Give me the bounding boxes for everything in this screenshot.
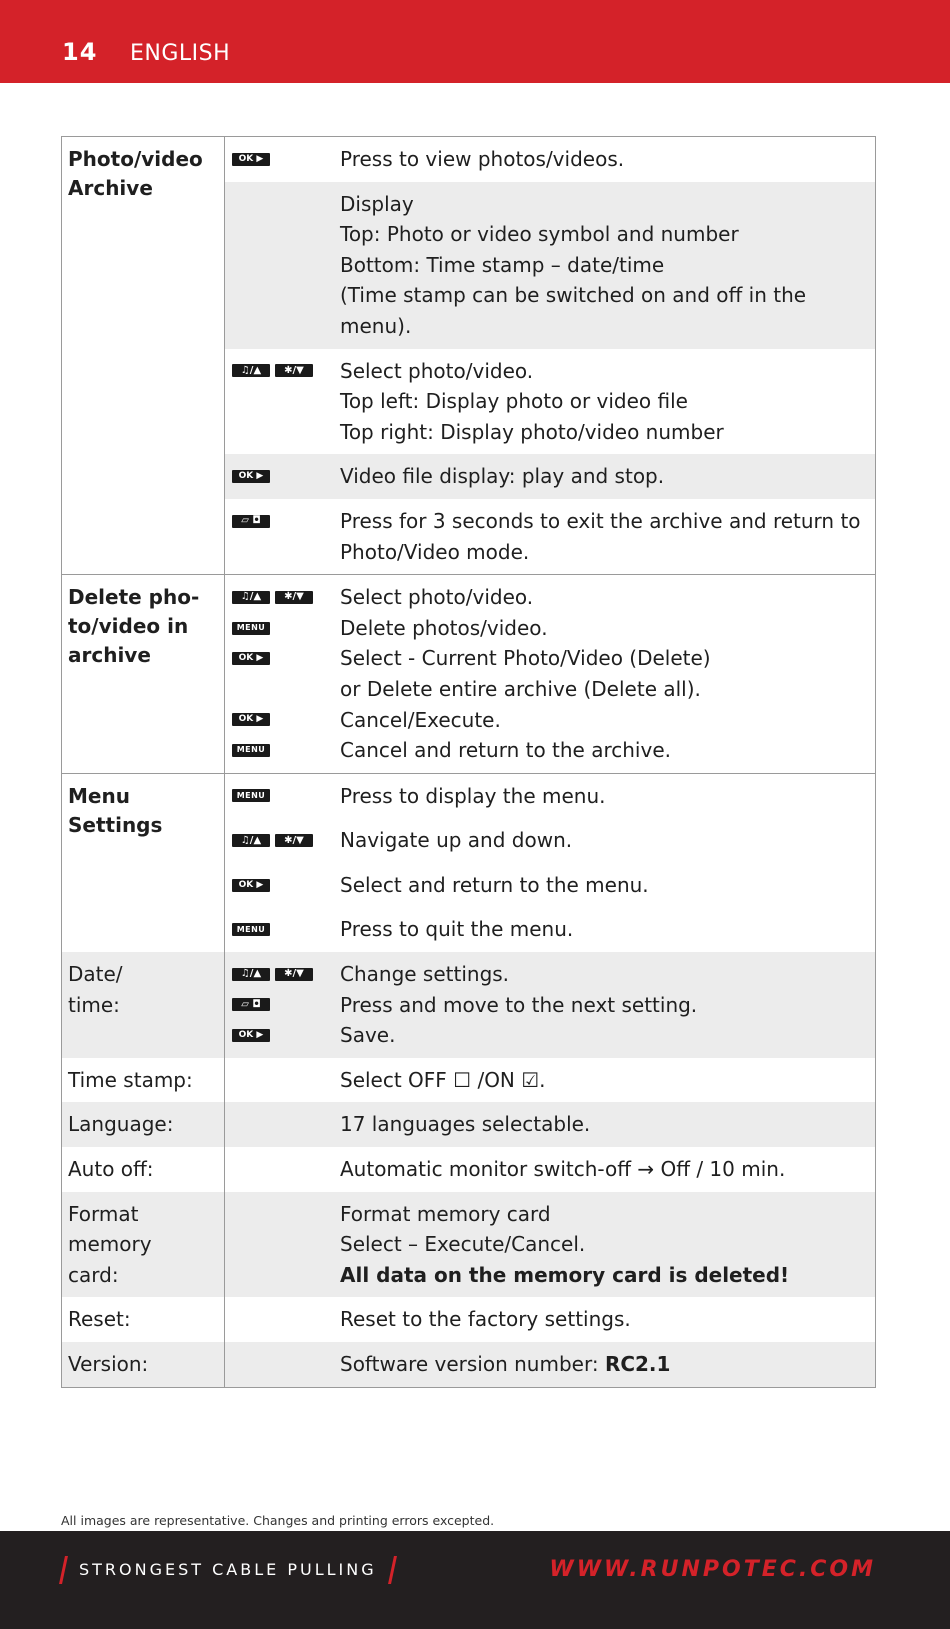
page-footer (0, 1531, 950, 1629)
row-description: Press to display the menu. (340, 783, 606, 808)
menu-button-icon: MENU (232, 744, 270, 757)
down-arrow-button-icon: ✱/▼ (275, 834, 313, 847)
setting-label-format-memory-card: Format memory card: (62, 1192, 225, 1298)
setting-label-auto-off: Auto off: (62, 1147, 225, 1192)
section-title-menu: Menu Settings (62, 773, 225, 952)
row-description: Select OFF ☐ /ON ☑. (340, 1067, 546, 1092)
row-description: Select and return to the menu. (340, 872, 649, 897)
section-title-delete: Delete pho- to/video in archive (62, 575, 225, 774)
menu-button-icon: MENU (232, 923, 270, 936)
table-row (62, 575, 876, 774)
row-description: Reset to the factory settings. (340, 1307, 631, 1332)
slogan-badge: STRONGEST CABLE PULLING (59, 1556, 397, 1584)
setting-label-time-stamp: Time stamp: (62, 1058, 225, 1103)
row-description: Select photo/video. Delete photos/video. Select - Current Photo/Video (Delete) or Delete entire archive (Delete all). Cancel/Execute. Cancel and return to the archive. (340, 575, 876, 774)
row-description: Press for 3 seconds to exit the archive and return to Photo/Video mode. (340, 499, 876, 575)
table-row (62, 137, 876, 182)
key-icons (225, 349, 341, 455)
row-description: 17 languages selectable. (340, 1102, 876, 1147)
key-icons (225, 454, 341, 499)
ok-button-icon: OK ▶ (232, 713, 270, 726)
website-url: WWW.RUNPOTEC.COM (549, 1557, 876, 1582)
key-icons (225, 773, 341, 818)
table-row (62, 1147, 876, 1192)
up-arrow-button-icon: ♫/▲ (232, 364, 270, 377)
row-description: Automatic monitor switch-off → Off / 10 min. (340, 1157, 786, 1182)
table-row (62, 1297, 876, 1342)
table-row (62, 1058, 876, 1103)
table-row (62, 1192, 876, 1298)
key-icons (225, 907, 341, 952)
ok-button-icon: OK ▶ (232, 470, 270, 483)
setting-label-version: Version: (62, 1342, 225, 1387)
up-arrow-button-icon: ♫/▲ (232, 968, 270, 981)
row-description: Press to quit the menu. (340, 917, 574, 942)
row-description: Change settings. Press and move to the next setting. Save. (340, 952, 876, 1058)
table-row (62, 952, 876, 1058)
page-number: 14 (62, 38, 98, 66)
row-description: Software version number: RC2.1 (340, 1342, 876, 1387)
ok-button-icon: OK ▶ (232, 879, 270, 892)
page-header (0, 0, 950, 83)
up-arrow-button-icon: ♫/▲ (232, 834, 270, 847)
down-arrow-button-icon: ✱/▼ (275, 968, 313, 981)
instruction-table (61, 136, 876, 1388)
menu-button-icon: MENU (232, 789, 270, 802)
section-title-archive: Photo/video Archive (62, 137, 225, 575)
down-arrow-button-icon: ✱/▼ (275, 591, 313, 604)
menu-button-icon: MENU (232, 622, 270, 635)
key-icons (225, 499, 341, 575)
table-row (62, 1102, 876, 1147)
key-icons (225, 575, 341, 774)
table-row (62, 1342, 876, 1387)
ok-button-icon: OK ▶ (232, 652, 270, 665)
warning-text: All data on the memory card is deleted! (340, 1262, 790, 1287)
up-arrow-button-icon: ♫/▲ (232, 591, 270, 604)
key-icons (225, 137, 341, 182)
row-description: Navigate up and down. (340, 828, 573, 853)
disclaimer-text: All images are representative. Changes and printing errors excepted. (61, 1513, 495, 1528)
ok-button-icon: OK ▶ (232, 1029, 270, 1042)
row-description: Press to view photos/videos. (340, 147, 625, 171)
setting-label-reset: Reset: (62, 1297, 225, 1342)
table-row (62, 773, 876, 818)
row-description: Video file display: play and stop. (340, 454, 876, 499)
mode-button-icon: ▱ ◘ (232, 998, 270, 1011)
down-arrow-button-icon: ✱/▼ (275, 364, 313, 377)
setting-label-date-time: Date/ time: (62, 952, 225, 1058)
version-number: RC2.1 (604, 1352, 671, 1376)
row-description: Select photo/video. Top left: Display photo or video file Top right: Display photo/video number (340, 358, 724, 444)
mode-button-icon: ▱ ◘ (232, 515, 270, 528)
row-description: Display Top: Photo or video symbol and number Bottom: Time stamp – date/time (Time stamp can be switched on and off in the menu). (340, 182, 876, 349)
setting-label-language: Language: (62, 1102, 225, 1147)
key-icons (225, 952, 341, 1058)
row-description: Format memory card Select – Execute/Cancel. All data on the memory card is deleted! (340, 1192, 876, 1298)
key-icons (225, 818, 341, 863)
key-icons (225, 863, 341, 908)
ok-button-icon: OK ▶ (232, 153, 270, 166)
language-label: ENGLISH (130, 41, 231, 66)
